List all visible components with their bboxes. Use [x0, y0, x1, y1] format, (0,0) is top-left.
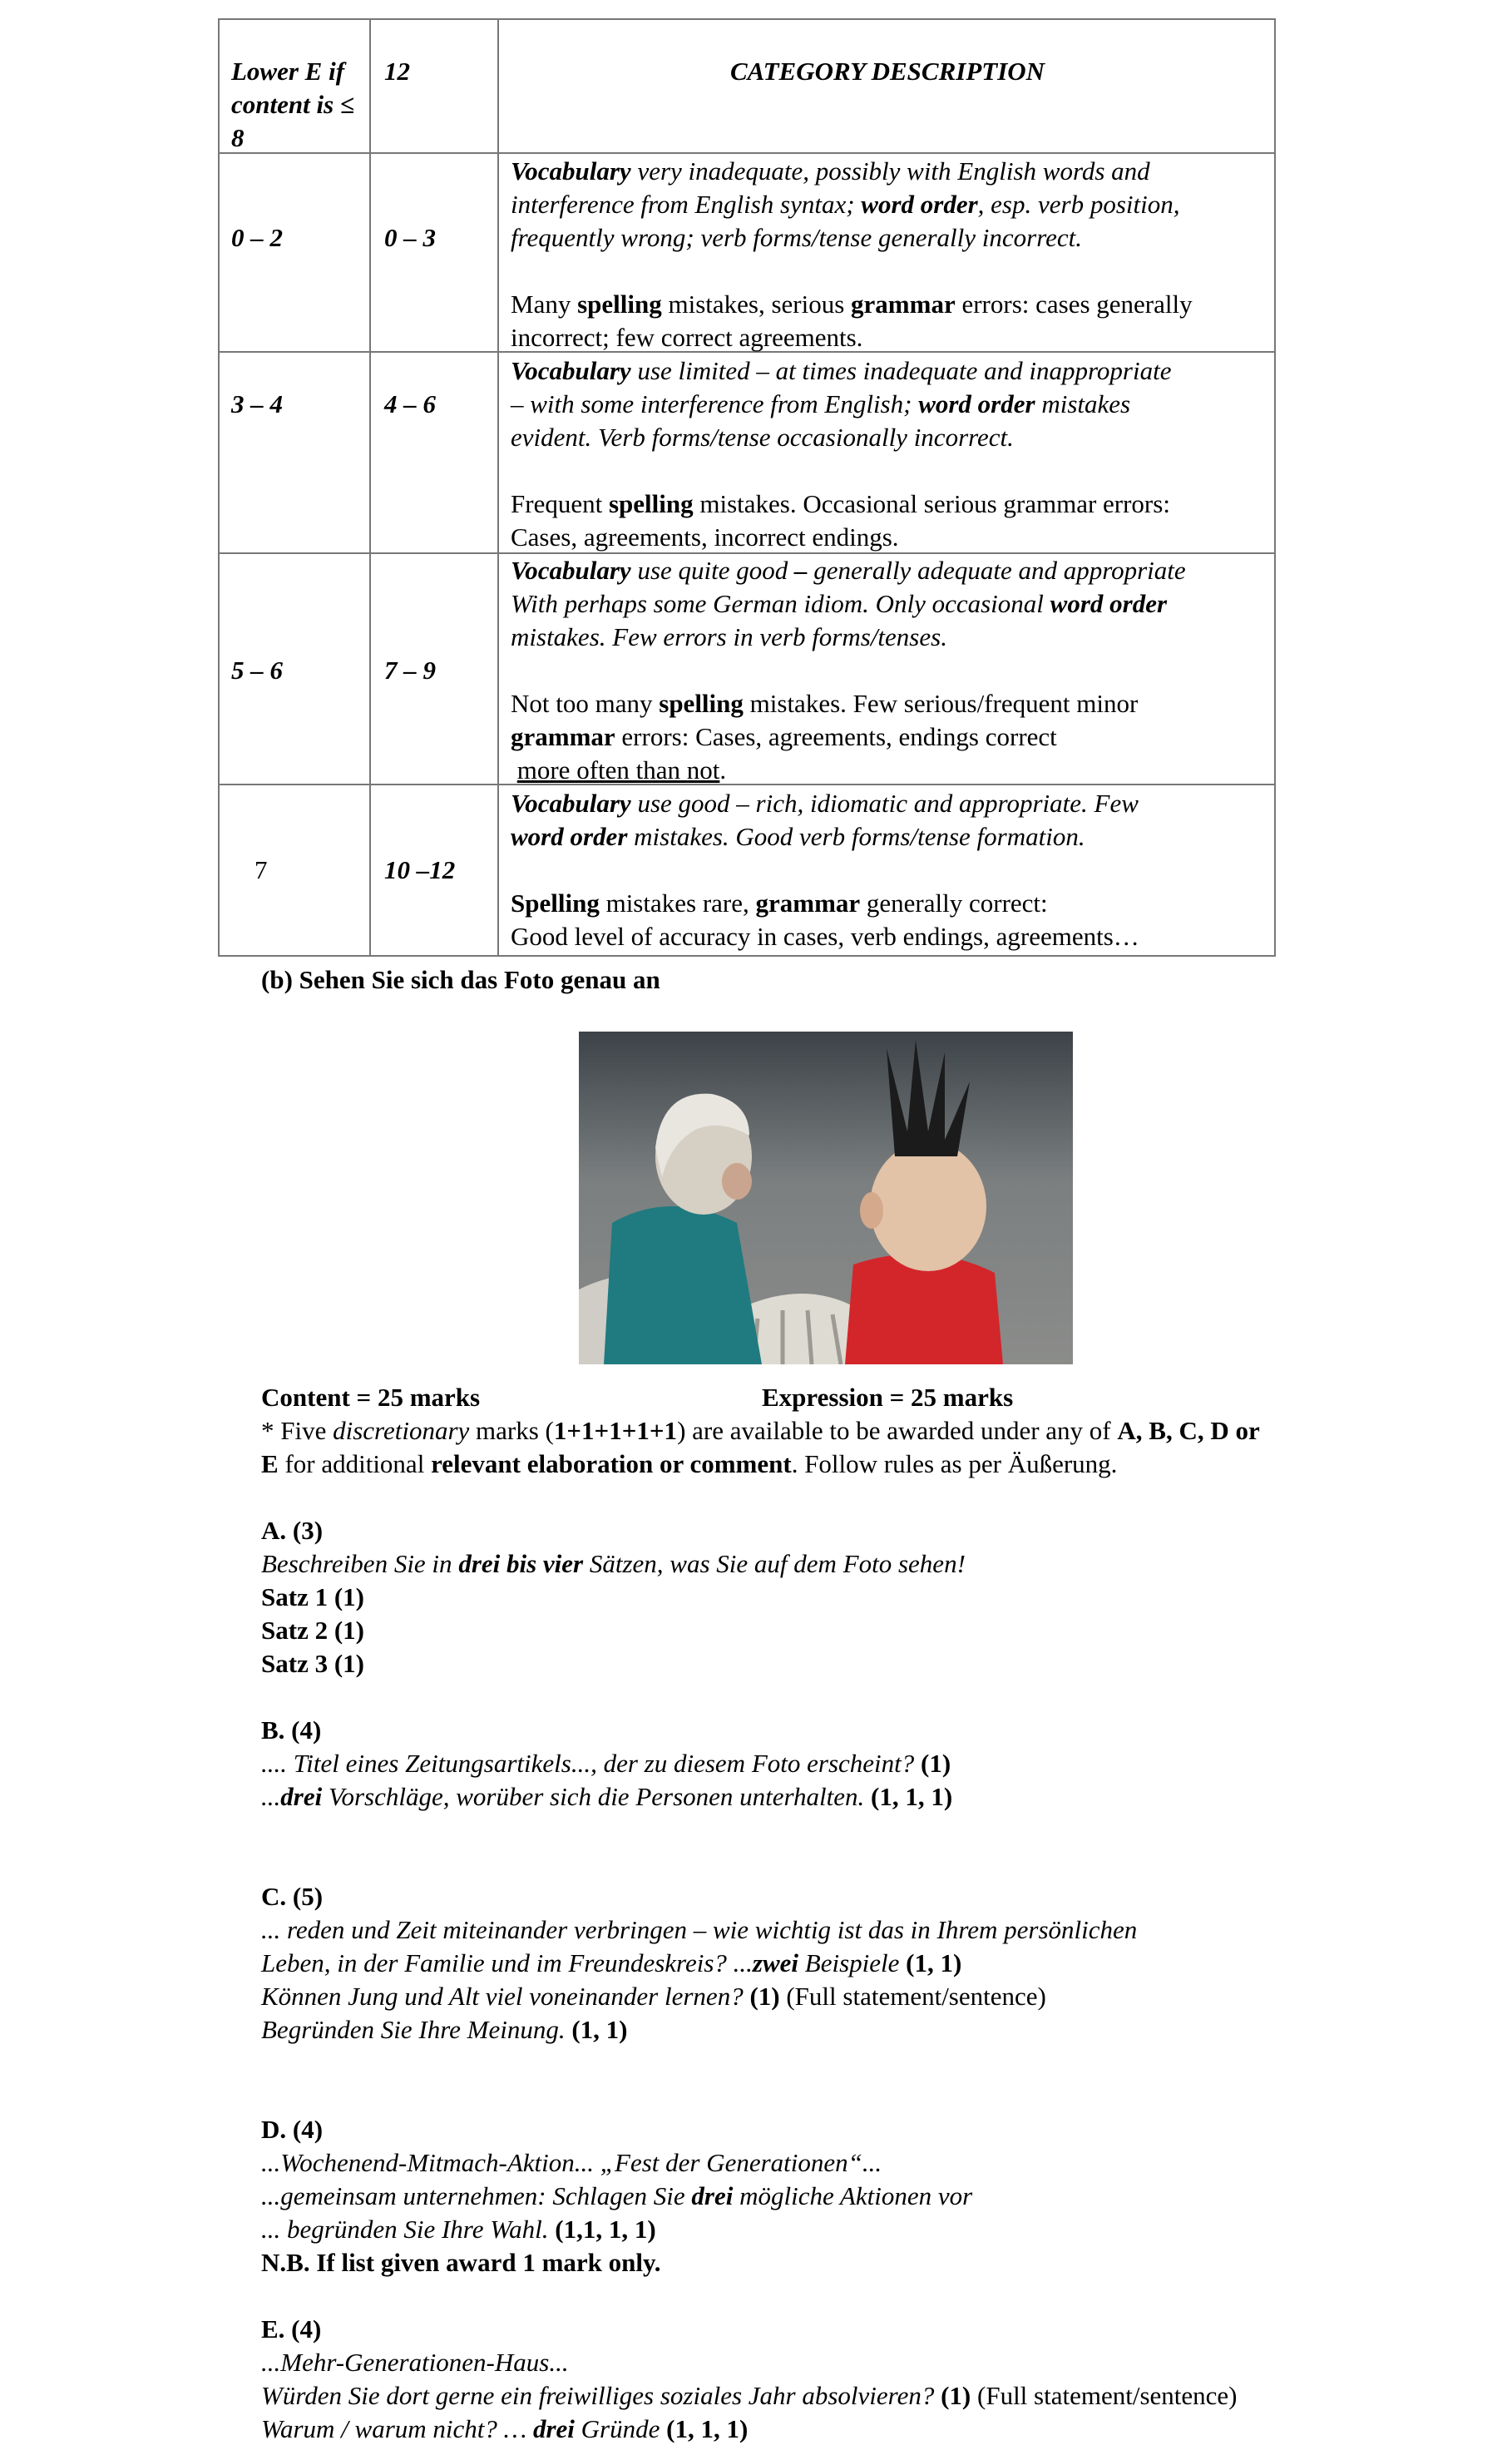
row-spelling-description: Not too many spelling mistakes. Few serious/frequent minor grammar errors: Cases, agreements, endings correct more often than not. [511, 689, 1139, 784]
section-d-heading: D. (4) [261, 2115, 324, 2144]
header-12: 12 [384, 57, 410, 86]
content-marks: Content = 25 marks [261, 1383, 481, 1412]
photo-old-woman-and-punk [579, 1032, 1073, 1364]
row-spelling-description: Many spelling mistakes, serious grammar errors: cases generally incorrect; few correct agreements. [511, 290, 1193, 352]
row-score: 7 – 9 [384, 656, 436, 685]
rubric-table [218, 18, 1276, 957]
section-b: B. (4) .... Titel eines Zeitungsartikels..., der zu diesem Foto erscheint? (1) ...drei Vorschläge, worüber sich die Personen unterhalten. (1, 1, 1) [261, 1715, 953, 1811]
row-score: 0 – 3 [384, 223, 436, 252]
row-vocabulary-description: Vocabulary use good – rich, idiomatic and appropriate. Few word order mistakes. Good verb forms/tense formation. [511, 789, 1139, 851]
discretionary-note: * Five discretionary marks (1+1+1+1+1) are available to be awarded under any of A, B, C, D or E for additional relevant elaboration or comment. Follow rules as per Äußerung. [261, 1416, 1260, 1478]
column-divider [369, 20, 371, 955]
section-b-heading: B. (4) [261, 1715, 322, 1745]
section-b-title: (b) Sehen Sie sich das Foto genau an [261, 965, 660, 994]
row-band: 7 [254, 855, 268, 884]
row-spelling-description: Frequent spelling mistakes. Occasional serious grammar errors: Cases, agreements, incorrect endings. [511, 489, 1170, 552]
section-d: D. (4) ...Wochenend-Mitmach-Aktion... „Fest der Generationen“... ...gemeinsam unternehmen: Schlagen Sie drei mögliche Aktionen vor ... begründen Sie Ihre Wahl. (1,1, 1, 1) N.B. If list given award 1 mark only. [261, 2115, 973, 2277]
header-category-description: CATEGORY DESCRIPTION [729, 57, 1045, 86]
section-c-heading: C. (5) [261, 1882, 324, 1911]
section-a: A. (3) Beschreiben Sie in drei bis vier Sätzen, was Sie auf dem Foto sehen! Satz 1 (1) Satz 2 (1) Satz 3 (1) [261, 1516, 966, 1678]
section-c: C. (5) ... reden und Zeit miteinander verbringen – wie wichtig ist das in Ihrem persönlichen Leben, in der Familie und im Freundeskreis? ...zwei Beispiele (1, 1) Können Jung und Alt viel voneinander lernen? (1) (Full statement/sentence) Begründen Sie Ihre Meinung. (1, 1) [261, 1882, 1138, 2044]
row-band: 3 – 4 [231, 389, 283, 418]
row-spelling-description: Spelling mistakes rare, grammar generally correct: Good level of accuracy in cases, verb endings, agreements… [511, 888, 1139, 951]
row-band: 0 – 2 [231, 223, 283, 252]
row-divider [497, 152, 1274, 154]
row-vocabulary-description: Vocabulary very inadequate, possibly with English words and interference from English syntax; word order, esp. verb position, frequently wrong; verb forms/tense generally incorrect. [511, 156, 1180, 252]
row-score: 4 – 6 [384, 389, 436, 418]
photo-illustration [579, 1032, 1073, 1364]
section-e: E. (4) ...Mehr-Generationen-Haus... Würden Sie dort gerne ein freiwilliges soziales Jahr absolvieren? (1) (Full statement/sentence) Warum / warum nicht? … drei Gründe (1, 1, 1) [261, 2314, 1238, 2443]
row-vocabulary-description: Vocabulary use limited – at times inadequate and inappropriate – with some interference from English; word order mistakes evident. Verb forms/tense occasionally incorrect. [511, 356, 1172, 452]
column-divider [497, 20, 499, 955]
row-vocabulary-description: Vocabulary use quite good – generally adequate and appropriate With perhaps some German idiom. Only occasional word order mistakes. Few errors in verb forms/tenses. [511, 556, 1186, 651]
section-e-heading: E. (4) [261, 2314, 322, 2344]
row-score: 10 –12 [384, 855, 456, 884]
row-band: 5 – 6 [231, 656, 283, 685]
header-lower-e: Lower E if content is ≤ 8 [231, 57, 354, 152]
section-a-heading: A. (3) [261, 1516, 324, 1545]
expression-marks: Expression = 25 marks [762, 1383, 1014, 1412]
